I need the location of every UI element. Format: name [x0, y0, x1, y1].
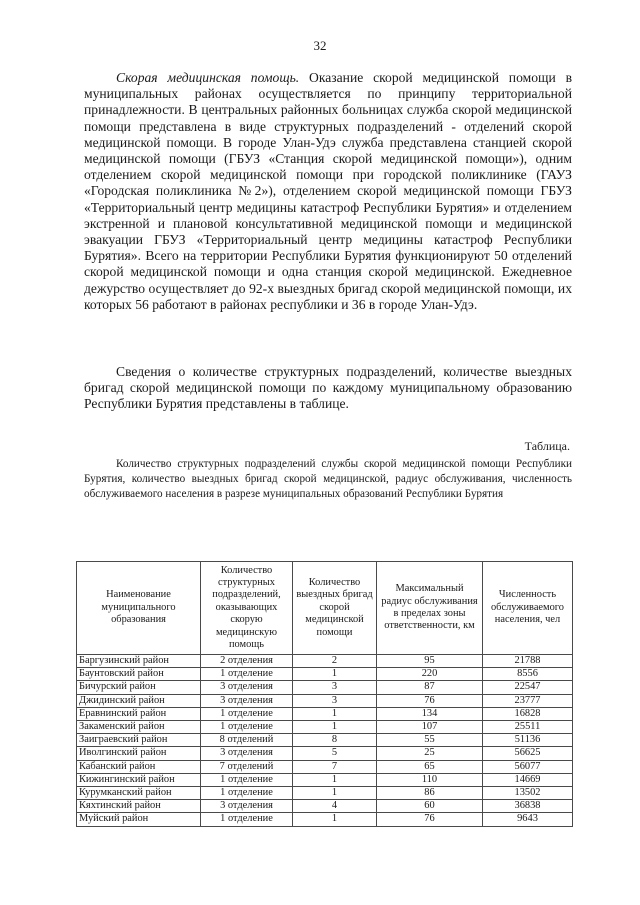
table-cell: 134	[377, 707, 483, 720]
table-cell: 76	[377, 813, 483, 826]
table-cell: 7	[293, 760, 377, 773]
table-row	[77, 681, 573, 694]
table-intro-paragraph: Сведения о количестве структурных подразделений, количестве выездных бригад скорой медицинской помощи по каждому муниципальному образованию Республики Бурятия представлены в таблице.	[84, 364, 572, 412]
table-body	[77, 655, 573, 827]
table-cell: 76	[377, 694, 483, 707]
intro-paragraph	[84, 70, 572, 313]
table-cell: 3 отделения	[201, 747, 293, 760]
table-cell: Баргузинский район	[77, 655, 201, 668]
table-cell: 1	[293, 787, 377, 800]
table-cell: 86	[377, 787, 483, 800]
table-label: Таблица.	[524, 439, 570, 453]
table-cell: 25511	[483, 721, 573, 734]
table-cell: 1	[293, 707, 377, 720]
table-cell: 4	[293, 800, 377, 813]
table-row	[77, 760, 573, 773]
table-cell: 1 отделение	[201, 721, 293, 734]
table-row	[77, 800, 573, 813]
table-cell: Курумканский район	[77, 787, 201, 800]
table-cell: 16828	[483, 707, 573, 720]
table-cell: Баунтовский район	[77, 668, 201, 681]
paragraph-lead: Скорая медицинская помощь.	[116, 70, 300, 85]
column-header: Количество выездных бригад скорой медицинской помощи	[293, 562, 377, 655]
table-cell: 25	[377, 747, 483, 760]
table-header-row	[77, 562, 573, 655]
table-caption: Количество структурных подразделений службы скорой медицинской помощи Республики Бурятия, количество выездных бригад скорой медицинской, радиус обслуживания, численность обслуживаемого населения в разрезе муниципальных образований Республики Бурятия	[84, 458, 572, 500]
table-cell: 51136	[483, 734, 573, 747]
table-cell: 220	[377, 668, 483, 681]
table-cell: 65	[377, 760, 483, 773]
table-cell: 8 отделений	[201, 734, 293, 747]
table-row	[77, 813, 573, 826]
table-cell: 1 отделение	[201, 707, 293, 720]
table-row	[77, 721, 573, 734]
table-cell: Кабанский район	[77, 760, 201, 773]
table-cell: Бичурский район	[77, 681, 201, 694]
table-row	[77, 655, 573, 668]
table-cell: Закаменский район	[77, 721, 201, 734]
paragraph-body: Оказание скорой медицинской помощи в муниципальных районах осуществляется по принципу территориальной принадлежности. В центральных районных больницах служба скорой медицинской помощи представлена в виде структурных подразделений - отделений скорой медицинской помощи. В городе Улан-Удэ служба представлена станцией скорой медицинской помощи (ГБУЗ «Станция скорой медицинской помощи»), одним отделением скорой медицинской помощи при городской поликлинике (ГАУЗ «Городская поликлиника №2»), отделением скорой медицинской помощи ГБУЗ «Территориальный центр медицины катастроф Республики Бурятия» и отделением экстренной и плановой консультативной медицинской помощи и медицинской эвакуации ГБУЗ «Территориальный центр медицины катастроф Республики Бурятия». Всего на территории Республики Бурятия функционируют 50 отделений скорой медицинской помощи и одна станция скорой медицинской. Ежедневное дежурство осуществляет до 92-х выездных бригад скорой медицинской помощи, их которых 56 работают в районах республики и 36 в городе Улан-Удэ.	[84, 70, 572, 312]
table-cell: 60	[377, 800, 483, 813]
table-cell: 2 отделения	[201, 655, 293, 668]
table-cell: 13502	[483, 787, 573, 800]
column-header: Количество структурных подразделений, оказывающих скорую медицинскую помощь	[201, 562, 293, 655]
table-cell: 56077	[483, 760, 573, 773]
table-row	[77, 694, 573, 707]
table-cell: 1	[293, 721, 377, 734]
table-cell: 36838	[483, 800, 573, 813]
table-row	[77, 668, 573, 681]
table-cell: 1	[293, 773, 377, 786]
table-cell: 1 отделение	[201, 787, 293, 800]
table-cell: 87	[377, 681, 483, 694]
column-header: Максимальный радиус обслуживания в пределах зоны ответственности, км	[377, 562, 483, 655]
table-cell: 55	[377, 734, 483, 747]
table-row	[77, 773, 573, 786]
table-cell: 23777	[483, 694, 573, 707]
table-row	[77, 747, 573, 760]
table-cell: 9643	[483, 813, 573, 826]
table-cell: 5	[293, 747, 377, 760]
table-cell: 3	[293, 694, 377, 707]
page-number: 32	[313, 38, 327, 53]
table-cell: 56625	[483, 747, 573, 760]
table-cell: 1	[293, 813, 377, 826]
table-cell: 3 отделения	[201, 800, 293, 813]
table-cell: Заиграевский район	[77, 734, 201, 747]
table-cell: 1 отделение	[201, 773, 293, 786]
ambulance-table	[76, 561, 573, 827]
table-cell: 7 отделений	[201, 760, 293, 773]
table-cell: Кяхтинский район	[77, 800, 201, 813]
table-cell: 14669	[483, 773, 573, 786]
table-cell: Иволгинский район	[77, 747, 201, 760]
table-row	[77, 734, 573, 747]
table-cell: Муйский район	[77, 813, 201, 826]
table-cell: 1	[293, 668, 377, 681]
table-cell: 2	[293, 655, 377, 668]
table-cell: 110	[377, 773, 483, 786]
table-cell: 22547	[483, 681, 573, 694]
table-cell: 3 отделения	[201, 694, 293, 707]
table-cell: 21788	[483, 655, 573, 668]
table-cell: 107	[377, 721, 483, 734]
table-cell: 8	[293, 734, 377, 747]
table-cell: 1 отделение	[201, 813, 293, 826]
table-cell: 3	[293, 681, 377, 694]
column-header: Наименование муниципального образования	[77, 562, 201, 655]
table-cell: 8556	[483, 668, 573, 681]
table-cell: Еравнинский район	[77, 707, 201, 720]
table-cell: 1 отделение	[201, 668, 293, 681]
table-cell: 95	[377, 655, 483, 668]
table-cell: 3 отделения	[201, 681, 293, 694]
table-row	[77, 787, 573, 800]
table-row	[77, 707, 573, 720]
column-header: Численность обслуживаемого населения, чел	[483, 562, 573, 655]
table-cell: Кижингинский район	[77, 773, 201, 786]
table-cell: Джидинский район	[77, 694, 201, 707]
